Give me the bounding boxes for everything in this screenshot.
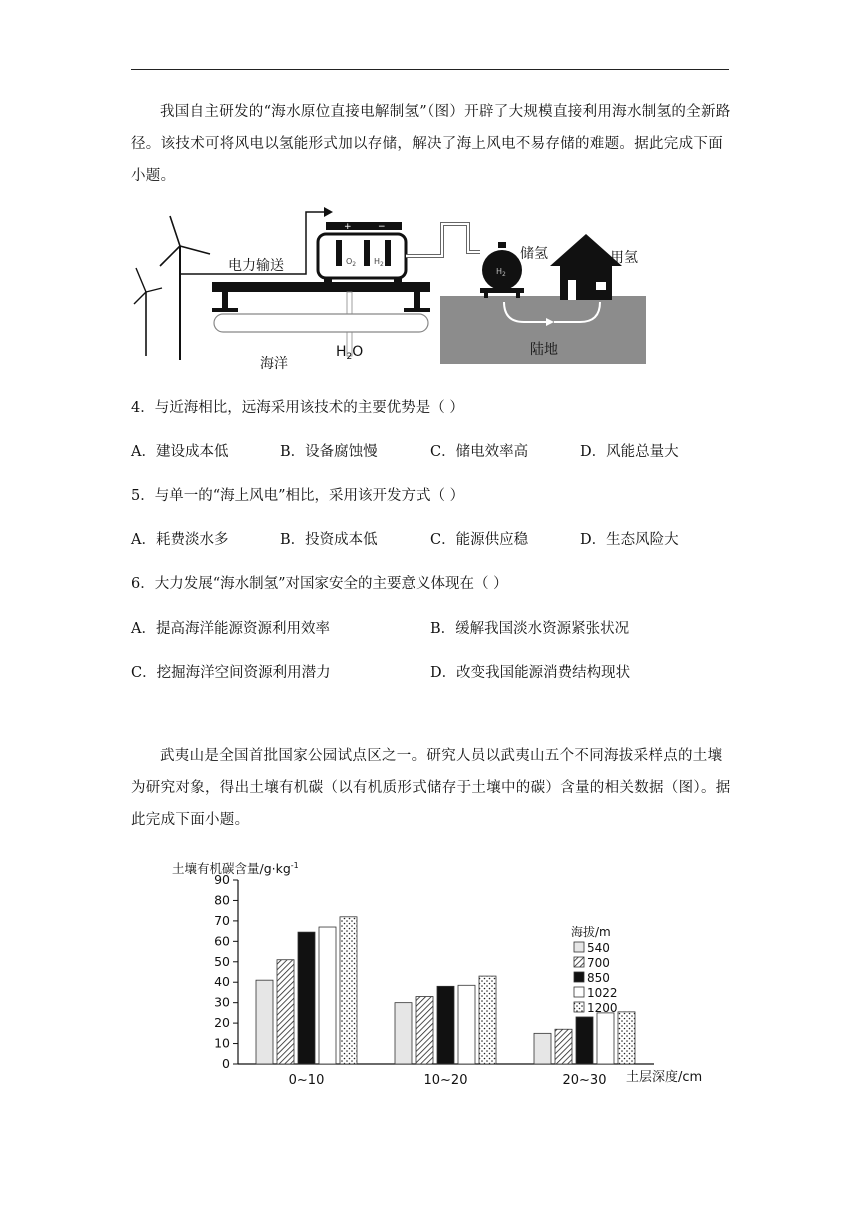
question-6-stem: 6．大力发展“海水制氢”对国家安全的主要意义体现在（ ）	[131, 576, 508, 592]
label-store: 储氢	[520, 246, 548, 262]
q5-option-c[interactable]: C．能源供应稳	[430, 532, 529, 548]
wind-turbine-small-icon	[134, 268, 162, 356]
legend-label-1022: 1022	[587, 986, 618, 1000]
bar-1022-0	[319, 927, 336, 1064]
y-tick-label: 60	[214, 933, 230, 949]
y-tick-label: 70	[214, 912, 230, 928]
passage-wuyishan: 武夷山是全国首批国家公园试点区之一。研究人员以武夷山五个不同海拔采样点的土壤为研究对象，得出土壤有机碳（以有机质形式储存于土壤中的碳）含量的相关数据（图）。据此完成下面小题。	[131, 748, 731, 828]
q4-option-d[interactable]: D．风能总量大	[580, 444, 679, 460]
y-tick-label: 10	[214, 1035, 230, 1051]
chart-x-label: 土层深度/cm	[626, 1070, 703, 1085]
bar-1022-2	[597, 1013, 614, 1064]
label-water: $H_2O$	[336, 344, 364, 362]
label-ocean: 海洋	[260, 356, 288, 372]
bar-700-2	[555, 1029, 572, 1064]
question-4-stem: 4．与近海相比，远海采用该技术的主要优势是（ ）	[131, 400, 464, 416]
svg-text:+: +	[344, 222, 352, 232]
svg-text:O2: $O_2$	[346, 257, 357, 268]
bar-850-0	[298, 932, 315, 1064]
legend-label-540: 540	[587, 941, 610, 955]
legend-swatch-700	[574, 957, 584, 967]
electrolyzer-icon	[318, 222, 406, 284]
bar-850-2	[576, 1017, 593, 1064]
y-tick-label: 30	[214, 994, 230, 1010]
q4-option-a[interactable]: A．建设成本低	[131, 444, 229, 460]
legend-label-850: 850	[587, 971, 610, 985]
soil-carbon-chart	[168, 852, 728, 1092]
q6-option-c[interactable]: C．挖掘海洋空间资源利用潜力	[131, 665, 331, 681]
house-icon	[550, 234, 622, 300]
bar-1200-0	[340, 917, 357, 1064]
y-tick-label: 50	[214, 953, 230, 969]
svg-text:H2: $H_2$	[496, 267, 506, 278]
bar-850-1	[437, 986, 454, 1064]
y-tick-label: 40	[214, 974, 230, 990]
legend-swatch-1200	[574, 1002, 584, 1012]
hydrogen-diagram	[128, 204, 648, 376]
bar-1022-1	[458, 985, 475, 1064]
legend-label-1200: 1200	[587, 1001, 618, 1015]
wind-turbine-large-icon	[160, 216, 210, 360]
y-tick-label: 0	[222, 1056, 230, 1071]
legend-title: 海拔/m	[571, 925, 611, 939]
q6-option-a[interactable]: A．提高海洋能源资源利用效率	[131, 621, 330, 637]
passage-hydrogen: 我国自主研发的“海水原位直接电解制氢”（图）开辟了大规模直接利用海水制氢的全新路径。该技术可将风电以氢能形式加以存储，解决了海上风电不易存储的难题。据此完成下面小题。	[131, 104, 731, 184]
bar-1200-2	[618, 1012, 635, 1064]
x-category-label: 10~20	[423, 1073, 468, 1088]
bar-700-0	[277, 960, 294, 1064]
bar-700-1	[416, 997, 433, 1064]
svg-text:−: −	[378, 222, 386, 232]
q5-option-b[interactable]: B．投资成本低	[280, 532, 378, 548]
legend-swatch-1022	[574, 987, 584, 997]
seawater-pipe	[214, 314, 428, 332]
bar-1200-1	[479, 976, 496, 1064]
y-tick-label: 20	[214, 1015, 230, 1031]
q5-option-d[interactable]: D．生态风险大	[580, 532, 679, 548]
q4-option-c[interactable]: C．储电效率高	[430, 444, 529, 460]
bar-540-2	[534, 1033, 551, 1064]
y-tick-label: 80	[214, 892, 230, 908]
x-category-label: 20~30	[562, 1073, 607, 1088]
label-use: 用氢	[610, 250, 638, 266]
question-5-stem: 5．与单一的“海上风电”相比，采用该开发方式（ ）	[131, 488, 465, 504]
label-power: 电力输送	[228, 258, 284, 274]
label-land: 陆地	[530, 342, 558, 358]
q6-option-d[interactable]: D．改变我国能源消费结构现状	[430, 665, 631, 681]
q5-option-a[interactable]: A．耗费淡水多	[131, 532, 229, 548]
bar-540-1	[395, 1003, 412, 1064]
hydrogen-tank-icon	[480, 242, 524, 298]
svg-text:H2: $H_2$	[374, 257, 384, 268]
legend-swatch-850	[574, 972, 584, 982]
q6-option-b[interactable]: B．缓解我国淡水资源紧张状况	[430, 621, 630, 637]
bar-540-0	[256, 980, 273, 1064]
q4-option-b[interactable]: B．设备腐蚀慢	[280, 444, 378, 460]
x-category-label: 0~10	[288, 1073, 325, 1088]
chart-y-label: 土壤有机碳含量$/g\cdot kg^{-1}$	[172, 861, 299, 876]
y-tick-label: 90	[214, 872, 230, 887]
legend-label-700: 700	[587, 956, 610, 970]
legend-swatch-540	[574, 942, 584, 952]
header-rule	[131, 69, 729, 70]
